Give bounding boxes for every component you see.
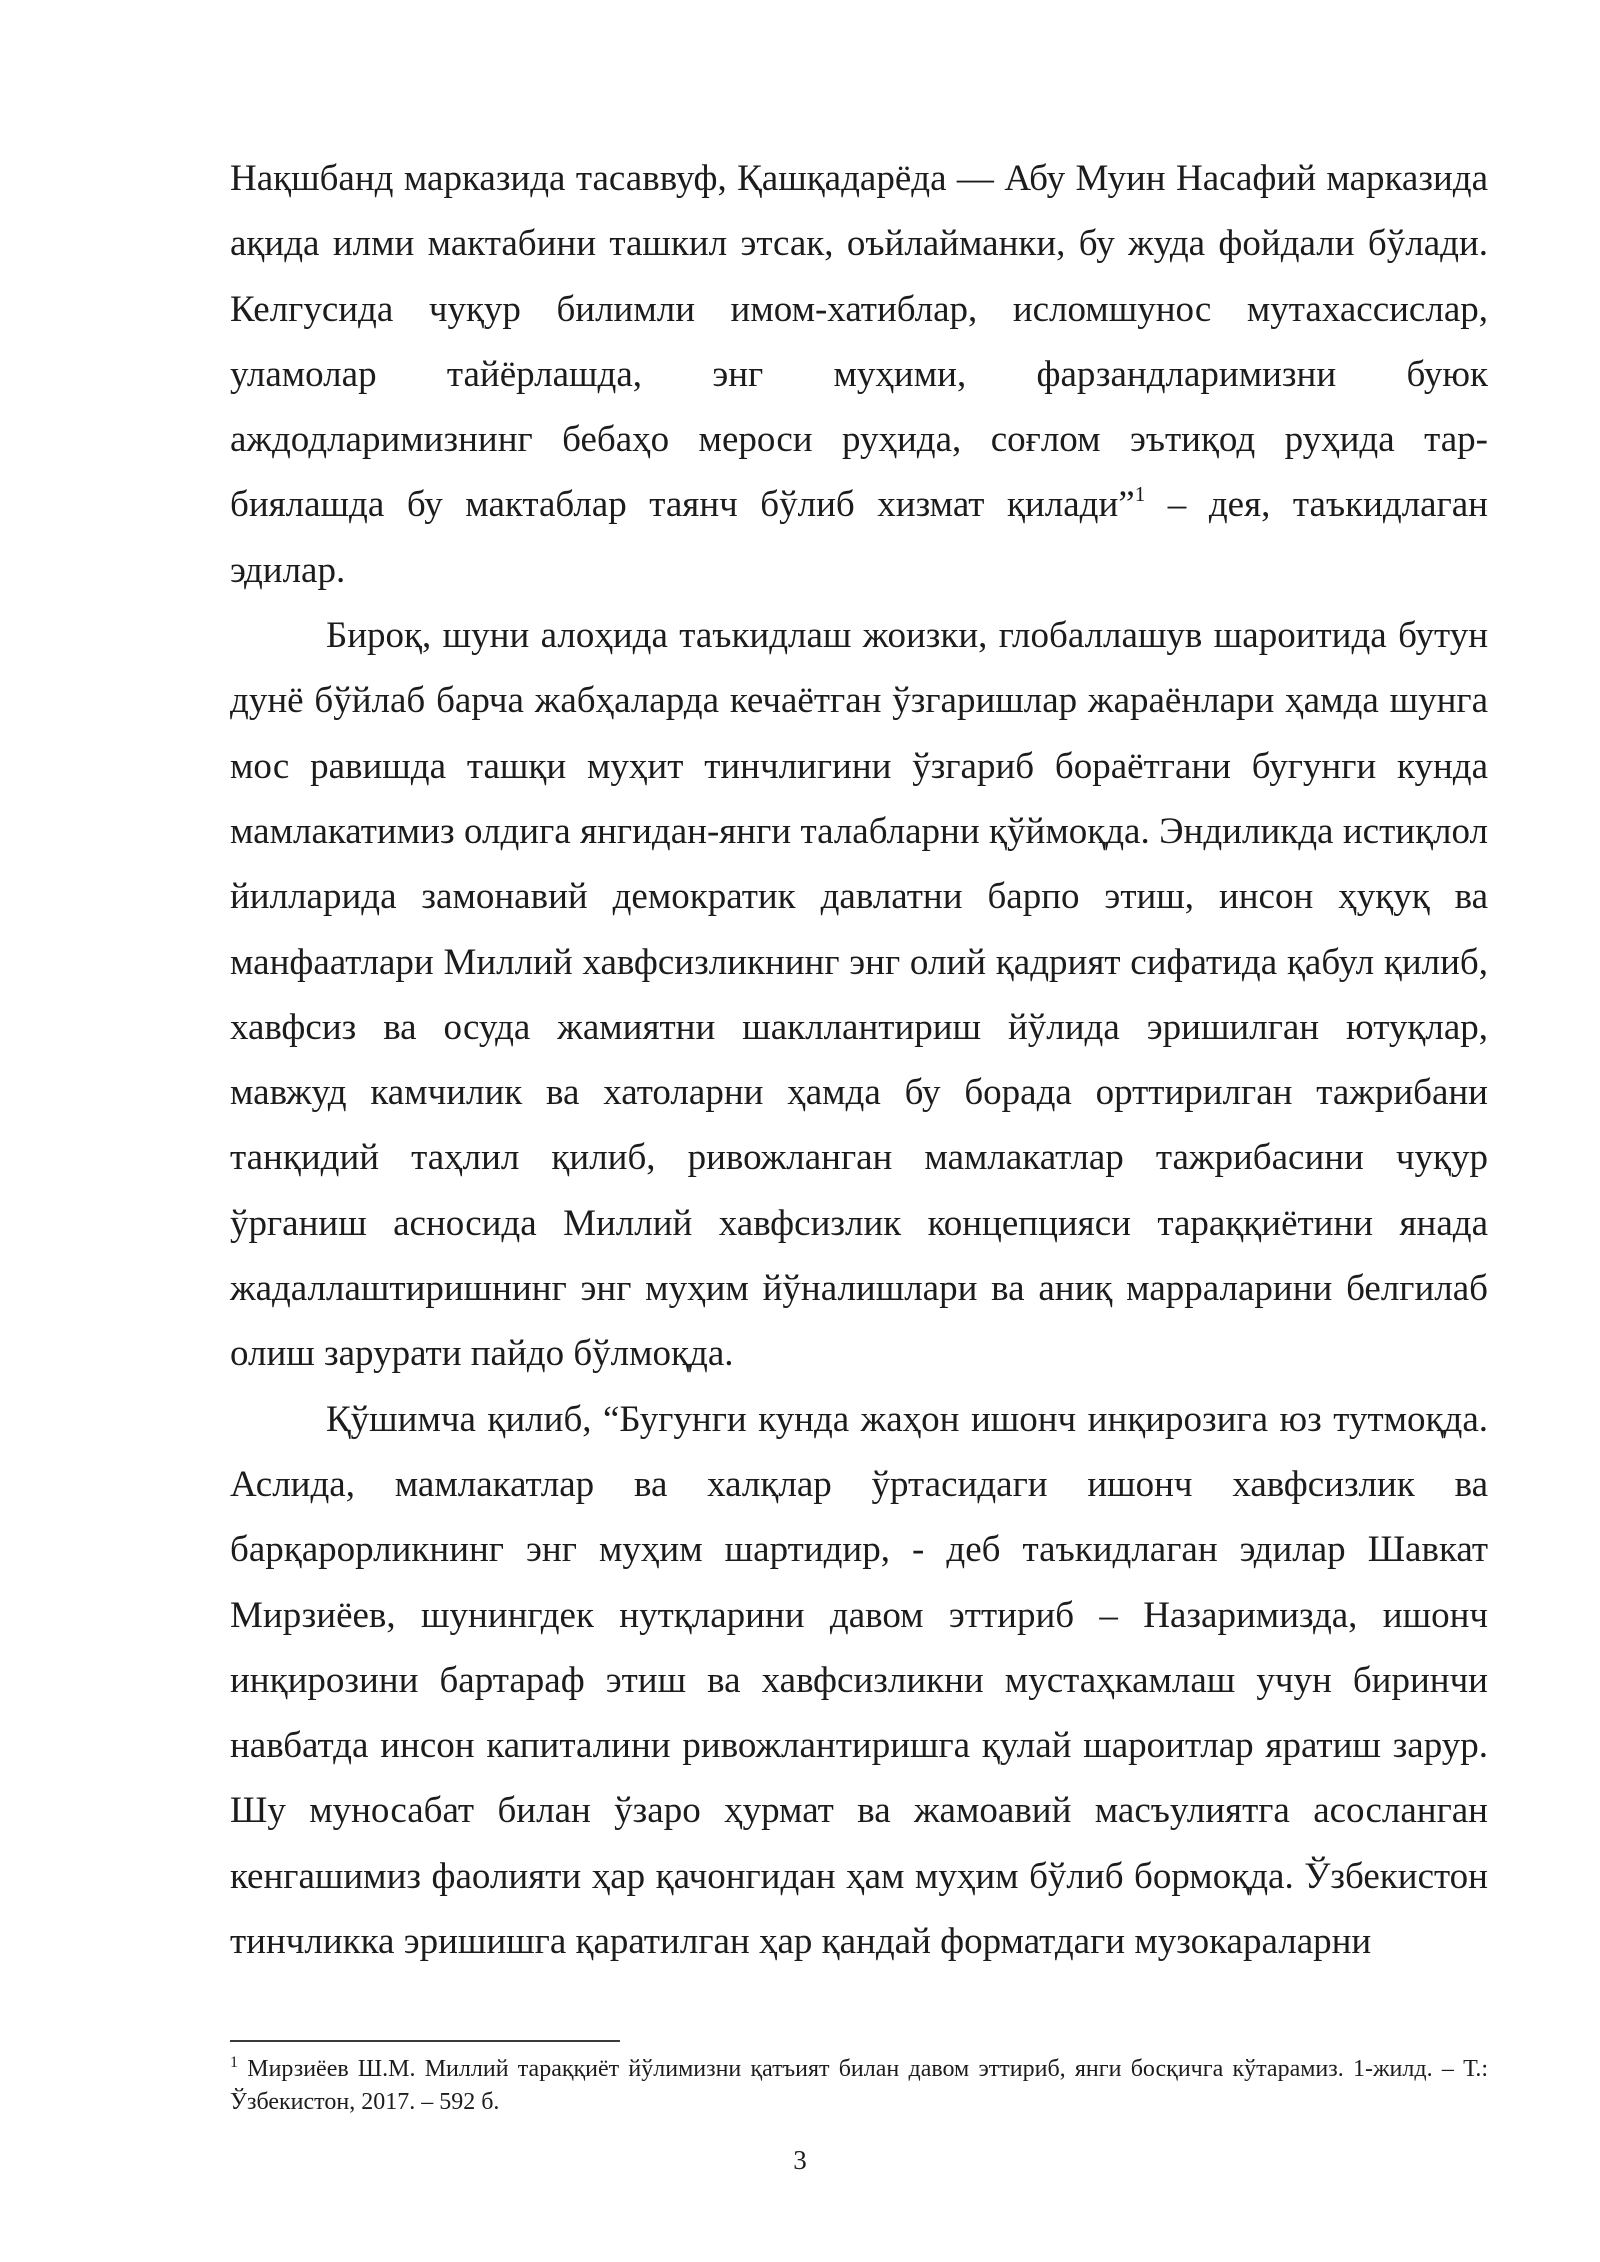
paragraph-1-text: Нақшбанд марказида тасаввуф, Қашқадарёда — Абу Муин Насафий марказида ақида илми мактабини ташкил этсак, оъйлайманки, бу жуда фойдали бўлади. Келгусида чуқур билимли имом-хатиблар, исломшунос мутахассислар, уламолар тайёрлашда, энг муҳими, фарзандларимизни буюк аждодларимизнинг бебаҳо мероси руҳида, соғлом эътиқод руҳида тар-биялашда бу мактаблар таянч бўлиб хизмат қилади” [230,158,1488,526]
paragraph-3: Қўшимча қилиб, “Бугунги кунда жаҳон ишонч инқирозига юз тутмоқда. Аслида, мамлакатлар ва халқлар ўртасидаги ишонч хавфсизлик ва барқарорликнинг энг муҳим шартидир, - деб таъкидлаган эдилар Шавкат Мирзиёев, шунингдек нутқларини давом эттириб – Назаримизда, ишонч инқирозини бартараф этиш ва хавфсизликни мустаҳкамлаш учун биринчи навбатда инсон капиталини ривожлантиришга қулай шароитлар яратиш зарур. Шу муносабат билан ўзаро ҳурмат ва жамоавий масъулиятга асосланган кенгашимиз фаолияти ҳар қачонгидан ҳам муҳим бўлиб бормоқда. Ўзбекистон тинчликка эришишга қаратилган ҳар қандай форматдаги музокараларни [230,1398,1488,1963]
paragraph-2: Бироқ, шуни алоҳида таъкидлаш жоизки, глобаллашув шароитида бутун дунё бўйлаб барча жабҳаларда кечаётган ўзгаришлар жараёнлари ҳамда шунга мос равишда ташқи муҳит тинчлигини ўзгариб бораётгани бугунги кунда мамлакатимиз олдига янгидан-янги талабларни қўймоқда. Эндиликда истиқлол йилларида замонавий демократик давлатни барпо этиш, инсон ҳуқуқ ва манфаатлари Миллий хавфсизликнинг энг олий қадрият сифатида қабул қилиб, хавфсиз ва осуда жамиятни шакллантириш йўлида эришилган ютуқлар, мавжуд камчилик ва хатоларни ҳамда бу борада орттирилган тажрибани танқидий таҳлил қилиб, ривожланган мамлакатлар тажрибасини чуқур ўрганиш асносида Миллий хавфсизлик концепцияси тараққиётини янада жадаллаштиришнинг энг муҳим йўналишлари ва аниқ марраларини белгилаб олиш зарурати пайдо бўлмоқда. [230,615,1488,1375]
paragraph-1-text-after: – дея, таъкидлаган эдилар. [230,484,1488,591]
paragraph-1 [230,146,1488,603]
footnote [230,2053,1488,2119]
body-text [230,146,1488,1974]
footnote-reference[interactable]: 1 [1134,482,1146,507]
footnote-marker: 1 [230,2054,238,2071]
page-number: 3 [793,2145,807,2175]
footnote-separator [230,2040,620,2042]
footnote-text: Мирзиёев Ш.М. Миллий тараққиёт йўлимизни қатъият билан давом эттириб, янги босқичга кўтарамиз. 1-жилд. – Т.: Ўзбекистон, 2017. – 592 б. [230,2056,1488,2115]
